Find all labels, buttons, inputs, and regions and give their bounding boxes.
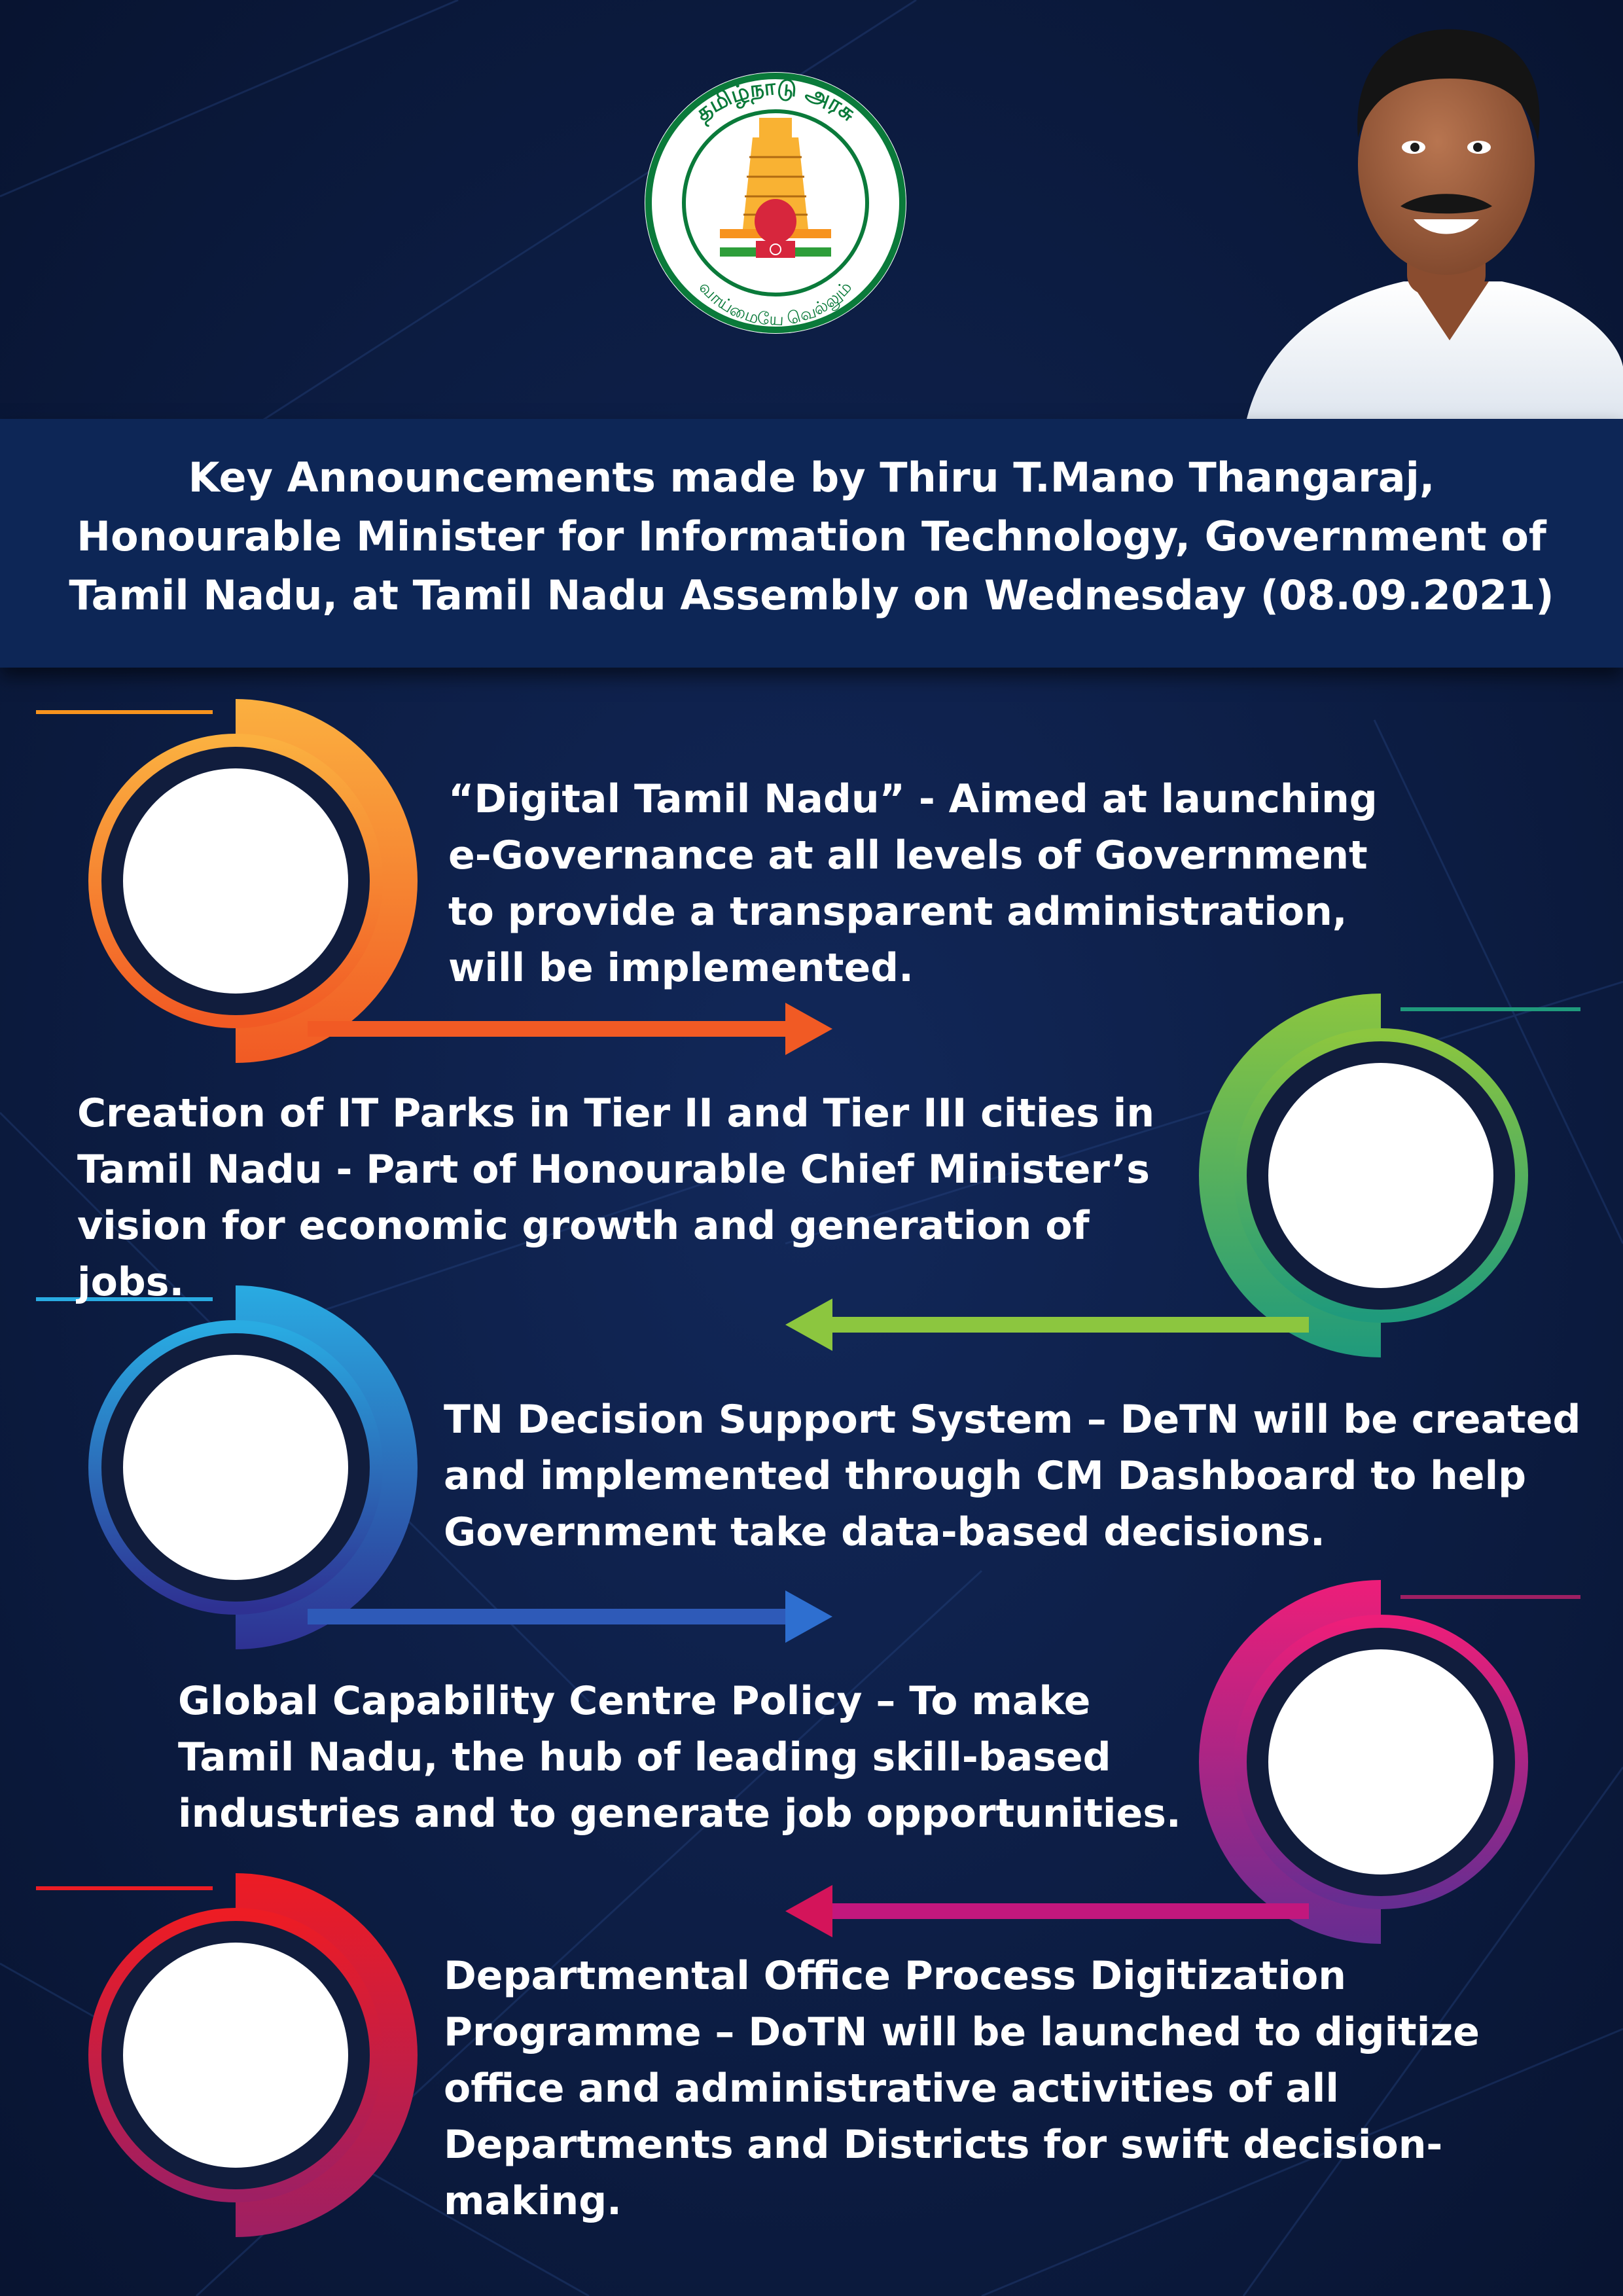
- item-5-white-circle: [123, 1943, 348, 2168]
- item-2-white-circle: [1268, 1063, 1493, 1288]
- minister-portrait-icon: [1240, 0, 1623, 419]
- item-3-white-circle: [123, 1355, 348, 1580]
- announcement-4-text: Global Capability Centre Policy – To make Tamil Nadu, the hub of leading skill-based industries and to generate job opportunities.: [178, 1678, 1181, 1837]
- announcement-2-text: Creation of IT Parks in Tier II and Tier III cities in Tamil Nadu - Part of Honourable Chief Minister’s vision for economic growth and generation of jobs.: [77, 1090, 1155, 1305]
- announcement-3-text: TN Decision Support System – DeTN will be created and implemented through CM Dashboard to help Government take data-based decisions.: [444, 1397, 1581, 1555]
- item-4-white-circle: [1268, 1649, 1493, 1874]
- announcement-1-text: “Digital Tamil Nadu” - Aimed at launching e-Governance at all levels of Government to provide a transparent administration, will be implemented.: [448, 776, 1378, 991]
- tamil-nadu-state-emblem-icon: [638, 65, 913, 340]
- page-title: Key Announcements made by Thiru T.Mano Thangaraj, Honourable Minister for Information Technology, Government of Tamil Nadu, at Tamil Nadu Assembly on Wednesday (08.09.2021): [69, 454, 1554, 619]
- announcement-5-text: Departmental Office Process Digitization Programme – DoTN will be launched to digitize office and administrative activities of all Departments and Districts for swift decision-making.: [444, 1953, 1480, 2224]
- item-1-white-circle: [123, 768, 348, 994]
- emblem-top-arc-text: தமிழ்நாடு அரசு: [690, 74, 861, 127]
- emblem-motto: வாய்மையே வெல்லும்: [694, 277, 856, 331]
